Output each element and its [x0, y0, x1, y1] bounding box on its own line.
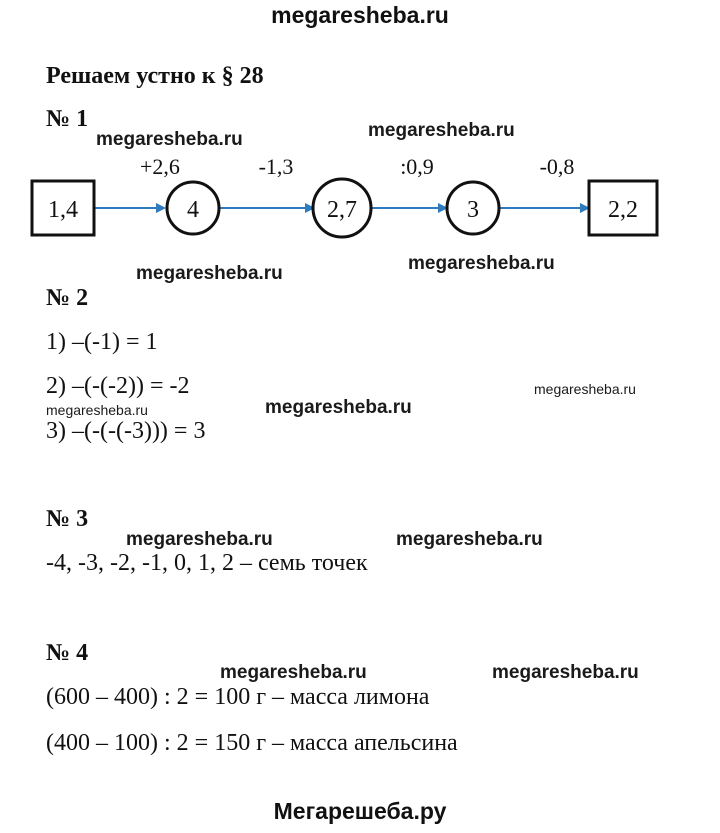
watermark: megaresheba.ru — [96, 129, 243, 150]
task-2-label: № 2 — [46, 285, 89, 311]
task-3-line-1: -4, -3, -2, -1, 0, 1, 2 – семь точек — [46, 550, 368, 576]
chain-node-4: 3 — [467, 197, 479, 223]
chain-node-2: 4 — [187, 197, 199, 223]
page-heading: Решаем устно к § 28 — [46, 63, 264, 89]
chain-operation-4: -0,8 — [539, 154, 575, 179]
chain-operation-2: -1,3 — [258, 154, 294, 179]
watermark: megaresheba.ru — [126, 529, 273, 550]
task-2-line-3: 3) –(-(-(-3))) = 3 — [46, 418, 206, 444]
chain-node-3: 2,7 — [327, 197, 357, 223]
task-4-line-2: (400 – 100) : 2 = 150 г – масса апельсина — [46, 730, 458, 756]
task-4-line-1: (600 – 400) : 2 = 100 г – масса лимона — [46, 684, 430, 710]
task-2-line-1: 1) –(-1) = 1 — [46, 329, 158, 355]
watermark: megaresheba.ru — [492, 662, 639, 683]
task-3-label: № 3 — [46, 506, 89, 532]
watermark: megaresheba.ru — [368, 120, 515, 141]
task-2-line-2: 2) –(-(-2)) = -2 — [46, 373, 190, 399]
chain-node-5: 2,2 — [608, 197, 638, 223]
task-4-label: № 4 — [46, 640, 89, 666]
site-title: megaresheba.ru — [271, 2, 449, 28]
chain-operation-3: :0,9 — [400, 154, 434, 179]
watermark: megaresheba.ru — [534, 381, 636, 397]
task-1-label: № 1 — [46, 106, 89, 132]
site-footer: Мегарешеба.ру — [273, 798, 447, 824]
watermark: megaresheba.ru — [396, 529, 543, 550]
watermark: megaresheba.ru — [136, 263, 283, 284]
watermark: megaresheba.ru — [220, 662, 367, 683]
watermark: megaresheba.ru — [408, 253, 555, 274]
chain-node-1: 1,4 — [48, 197, 78, 223]
chain-operation-1: +2,6 — [140, 154, 180, 179]
watermark: megaresheba.ru — [265, 397, 412, 418]
watermark: megaresheba.ru — [46, 402, 148, 418]
operation-chain-diagram — [0, 140, 720, 250]
